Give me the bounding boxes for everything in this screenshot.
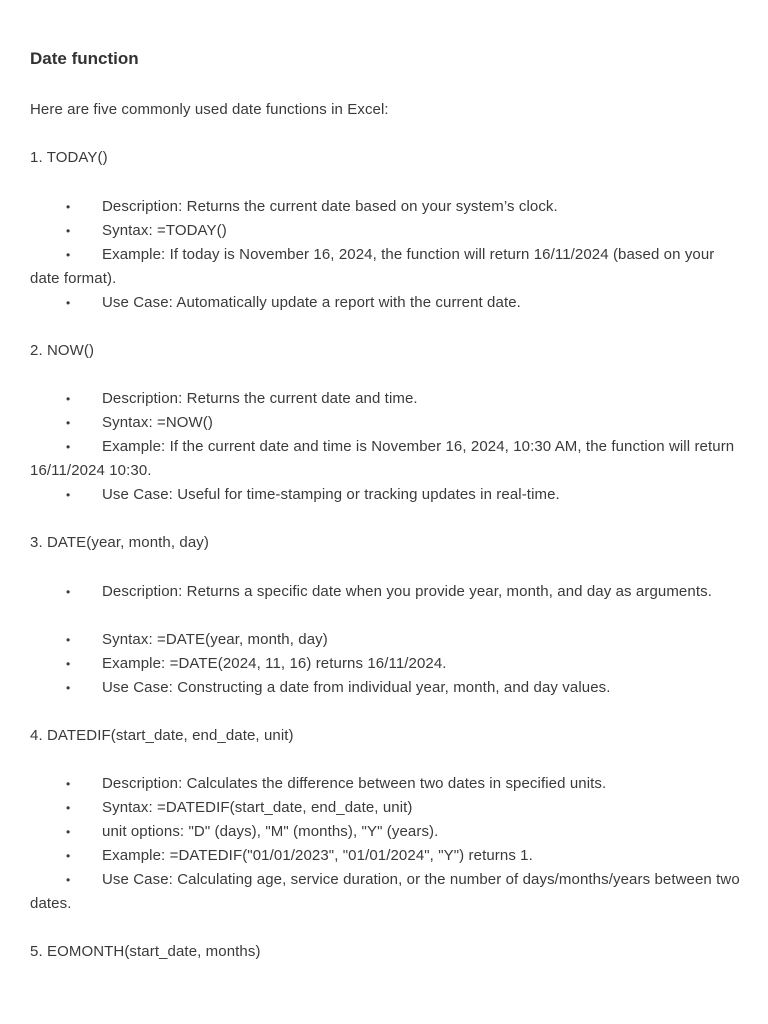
list-item: [30, 387, 742, 411]
bullet-icon: •: [66, 681, 71, 695]
bullet-icon: •: [66, 585, 71, 599]
section-heading-eomonth: 5. EOMONTH(start_date, months): [30, 943, 261, 960]
bullet-icon: •: [66, 200, 71, 214]
list-item: [30, 411, 742, 435]
list-item-text: Example: If the current date and time is November 16, 2024, 10:30 AM, the function will return 16/11/2024 10:30.: [30, 438, 735, 479]
list-item-text: Use Case: Useful for time-stamping or tracking updates in real-time.: [102, 486, 560, 503]
bullet-icon: •: [66, 248, 71, 262]
bullet-icon: •: [66, 873, 71, 887]
page-title: Date function: [30, 49, 139, 68]
list-item: [30, 796, 742, 820]
list-item: [30, 820, 742, 844]
list-item: [30, 772, 742, 796]
bullet-icon: •: [66, 657, 71, 671]
bullet-icon: •: [66, 296, 71, 310]
list-item: [30, 652, 742, 676]
list-item-text: unit options: "D" (days), "M" (months), "Y" (years).: [102, 823, 439, 840]
list-item: [30, 868, 742, 916]
section-heading-now: 2. NOW(): [30, 342, 95, 359]
bullet-icon: •: [66, 224, 71, 238]
bullet-icon: •: [66, 392, 71, 406]
bullet-icon: •: [66, 801, 71, 815]
bullet-icon: •: [66, 633, 71, 647]
list-item: [30, 435, 742, 483]
list-item: [30, 628, 742, 652]
list-item: [30, 291, 742, 315]
bullet-icon: •: [66, 416, 71, 430]
list-item-text: Syntax: =DATE(year, month, day): [102, 631, 328, 648]
list-item-text: Description: Returns a specific date when you provide year, month, and day as arguments.: [102, 583, 712, 600]
list-item: [30, 676, 742, 700]
section-heading-today: 1. TODAY(): [30, 149, 108, 166]
list-item-text: Example: =DATEDIF("01/01/2023", "01/01/2024", "Y") returns 1.: [102, 847, 533, 864]
list-item-text: Use Case: Calculating age, service duration, or the number of days/months/years between two dates.: [30, 871, 740, 912]
list-item: [30, 483, 742, 507]
bullet-icon: •: [66, 440, 71, 454]
list-item-text: Example: If today is November 16, 2024, the function will return 16/11/2024 (based on your date format).: [30, 246, 715, 287]
bullet-icon: •: [66, 777, 71, 791]
list-item-text: Syntax: =NOW(): [102, 414, 213, 431]
bullet-icon: •: [66, 488, 71, 502]
list-item: [30, 243, 742, 291]
list-item-text: Use Case: Constructing a date from individual year, month, and day values.: [102, 679, 611, 696]
list-item-text: Example: =DATE(2024, 11, 16) returns 16/11/2024.: [102, 655, 447, 672]
list-item: [30, 580, 742, 604]
list-item-text: Description: Calculates the difference between two dates in specified units.: [102, 775, 607, 792]
list-item: [30, 844, 742, 868]
list-item-text: Description: Returns the current date based on your system’s clock.: [102, 198, 558, 215]
bullet-icon: •: [66, 849, 71, 863]
list-item: [30, 219, 742, 243]
bullet-icon: •: [66, 825, 71, 839]
list-item-text: Syntax: =TODAY(): [102, 222, 227, 239]
list-item: [30, 195, 742, 219]
list-item-text: Description: Returns the current date and time.: [102, 390, 418, 407]
intro-text: Here are five commonly used date functions in Excel:: [30, 101, 389, 118]
section-heading-date: 3. DATE(year, month, day): [30, 534, 209, 551]
section-heading-datedif: 4. DATEDIF(start_date, end_date, unit): [30, 727, 294, 744]
list-item-text: Syntax: =DATEDIF(start_date, end_date, unit): [102, 799, 413, 816]
list-item-text: Use Case: Automatically update a report with the current date.: [102, 294, 521, 311]
